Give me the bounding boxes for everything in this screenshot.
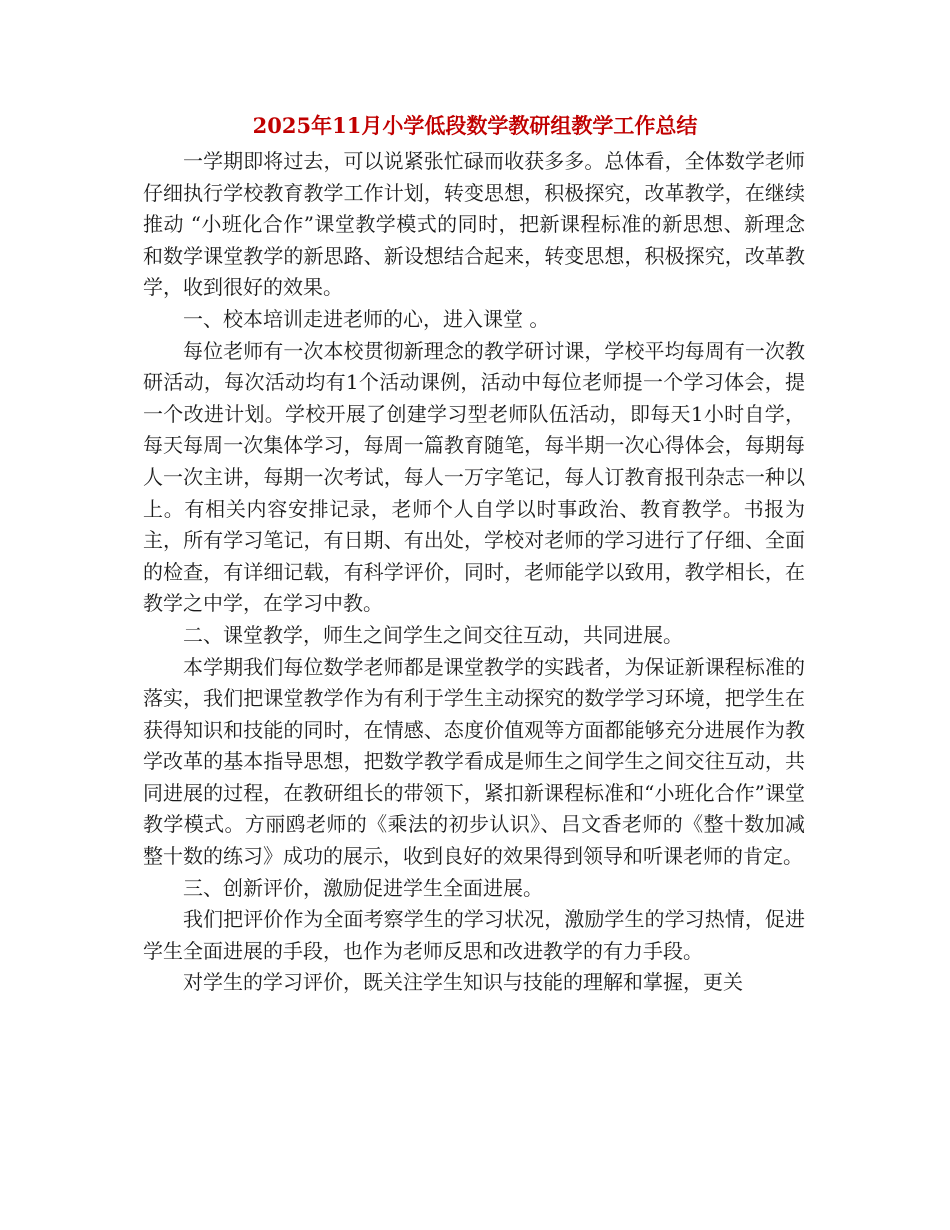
paragraph-training: 每位老师有一次本校贯彻新理念的教学研讨课，学校平均每周有一次教研活动，每次活动均有1个活动课例，活动中每位老师提一个学习体会，提一个改进计划。学校开展了创建学习型老师队伍活动，即每天1小时自学，每天每周一次集体学习，每周一篇教育随笔，每半期一次心得体会，每期每人一次主讲，每期一次考试，每人一万字笔记，每人订教育报刊杂志一种以上。有相关内容安排记录，老师个人自学以时事政治、教育教学。书报为主，所有学习笔记，有日期、有出处，学校对老师的学习进行了仔细、全面的检查，有详细记载，有科学评价，同时，老师能学以致用，教学相长，在教学之中学，在学习中教。 bbox=[143, 338, 805, 616]
paragraph-student-evaluation: 对学生的学习评价，既关注学生知识与技能的理解和掌握，更关 bbox=[183, 970, 743, 995]
paragraph-intro: 一学期即将过去，可以说紧张忙碌而收获多多。总体看，全体数学老师仔细执行学校教育教学工作计划，转变思想，积极探究，改革教学，在继续推动 “小班化合作”课堂教学模式的同时，把新课程标准的新思想、新理念和数学课堂教学的新思路、新设想结合起来，转变思想，积极探究，改革教学，收到很好的效果。 bbox=[143, 149, 805, 300]
section-heading-1: 一、校本培训走进老师的心，进入课堂 。 bbox=[183, 306, 550, 331]
section-heading-2: 二、课堂教学，师生之间学生之间交往互动，共同进展。 bbox=[183, 622, 683, 647]
paragraph-classroom: 本学期我们每位数学老师都是课堂教学的实践者，为保证新课程标准的落实，我们把课堂教学作为有利于学生主动探究的数学学习环境，把学生在获得知识和技能的同时，在情感、态度价值观等方面都能够充分进展作为教学改革的基本指导思想，把数学教学看成是师生之间学生之间交往互动，共同进展的过程，在教研组长的带领下，紧扣新课程标准和“小班化合作”课堂教学模式。方丽鸥老师的《乘法的初步认识》、吕文香老师的《整十数加减整十数的练习》成功的展示，收到良好的效果得到领导和听课老师的肯定。 bbox=[143, 654, 805, 869]
document-body bbox=[143, 146, 805, 999]
paragraph-evaluation: 我们把评价作为全面考察学生的学习状况，激励学生的学习热情，促进学生全面进展的手段，也作为老师反思和改进教学的有力手段。 bbox=[143, 907, 805, 963]
section-heading-3: 三、创新评价，激励促进学生全面进展。 bbox=[183, 875, 543, 900]
document-title: 2025年11月小学低段数学教研组教学工作总结 bbox=[252, 113, 698, 138]
